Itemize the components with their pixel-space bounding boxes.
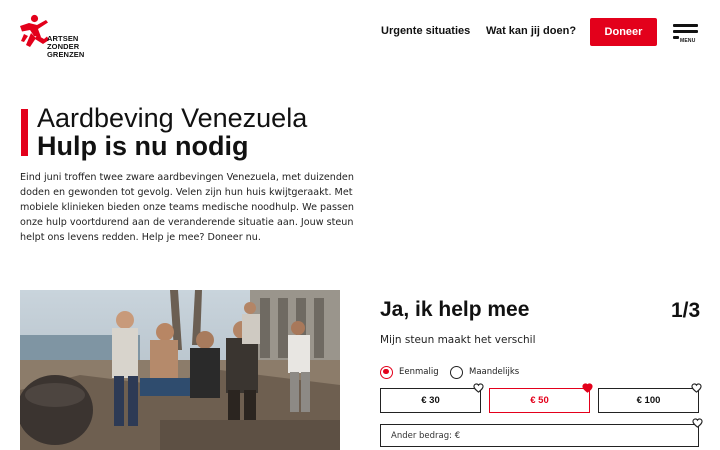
amount-30-button[interactable] <box>380 388 481 413</box>
heart-outline-icon <box>691 383 702 393</box>
amount-100-button[interactable] <box>598 388 699 413</box>
site-header <box>0 0 720 66</box>
monthly-label: Maandelijks <box>469 367 520 377</box>
page-subtitle: Hulp is nu nodig <box>37 131 249 161</box>
amount-label: € 100 <box>636 395 661 406</box>
menu-label: MENU <box>680 38 696 44</box>
other-amount-label: Ander bedrag: € <box>391 430 461 441</box>
amount-label: € 30 <box>421 395 440 406</box>
heart-outline-icon <box>692 418 703 428</box>
nav-urgent-situations-link[interactable]: Urgente situaties <box>381 25 471 37</box>
donation-title: Ja, ik help mee <box>380 298 530 321</box>
once-radio[interactable] <box>380 366 393 379</box>
hamburger-icon-bar-top <box>673 24 698 27</box>
logo-line-2: ZONDER GRENZEN <box>47 42 85 59</box>
hamburger-icon-bar-bottom <box>673 36 679 39</box>
nav-what-can-you-do-link[interactable]: Wat kan jij doen? <box>486 25 577 37</box>
msf-logo[interactable] <box>19 14 109 59</box>
heart-filled-icon <box>582 383 593 393</box>
running-man-logo-icon <box>19 14 49 50</box>
menu-button[interactable] <box>673 24 699 46</box>
header-donate-button[interactable]: Doneer <box>590 18 657 46</box>
once-label: Eenmalig <box>399 367 439 377</box>
other-amount-input[interactable] <box>380 424 699 447</box>
frequency-monthly-option[interactable] <box>450 365 519 379</box>
hamburger-icon-bar-middle <box>673 30 698 33</box>
heart-outline-icon <box>473 383 484 393</box>
logo-wordmark <box>47 35 109 59</box>
step-indicator: 1/3 <box>671 299 701 322</box>
hero-accent-bar <box>21 109 28 156</box>
rescue-photo <box>20 290 340 450</box>
donation-subtitle: Mijn steun maakt het verschil <box>380 334 536 346</box>
monthly-radio[interactable] <box>450 366 463 379</box>
amount-label: € 50 <box>530 395 549 406</box>
amount-50-button[interactable] <box>489 388 590 413</box>
rescue-scene-image <box>20 290 340 450</box>
intro-paragraph: Eind juni troffen twee zware aardbevingen Venezuela, met duizenden doden en gewonden tot gevolg. Velen zijn hun huis kwijtgeraakt. Met mobiele klinieken bieden onze teams medische noodhulp. We passen onze hulp voortdurend aan de veranderende situatie aan. Jouw steun helpt ons levens redden. Help je mee? Doneer nu. <box>20 172 354 243</box>
frequency-once-option[interactable] <box>380 365 439 379</box>
page-title: Aardbeving Venezuela <box>37 103 308 133</box>
logo-line-1: ARTSEN <box>47 34 79 43</box>
